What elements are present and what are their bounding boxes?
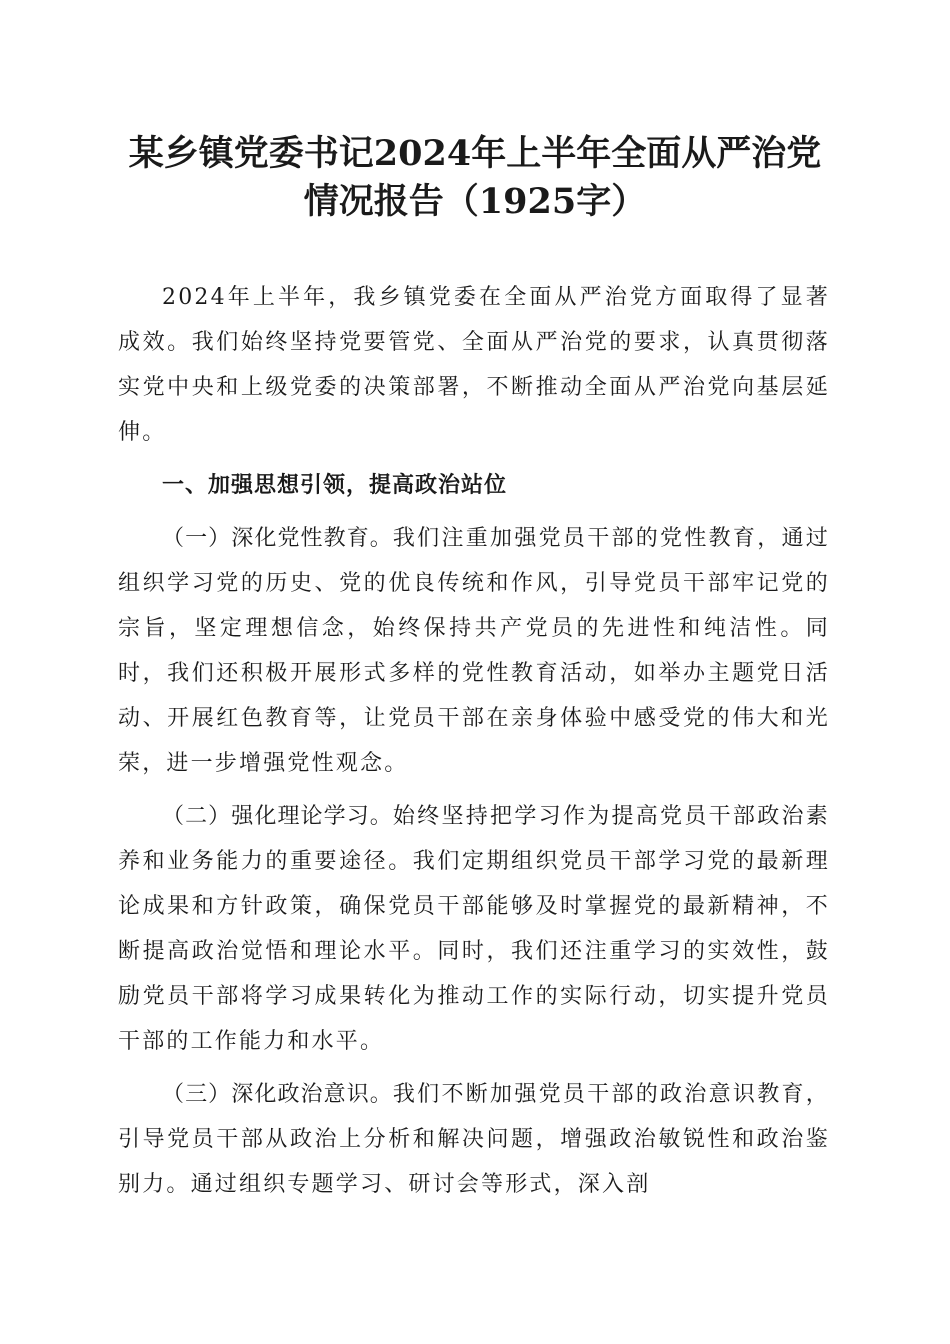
item-text-3: 我们不断加强党员干部的政治意识教育，引导党员干部从政治上分析和解决问题，增强政治敏锐性和政治鉴别力。通过组织专题学习、研讨会等形式，深入剖: [118, 1082, 830, 1197]
item-paragraph-2: [118, 794, 830, 1064]
title-line-2: 情况报告（1925字）: [303, 181, 647, 222]
item-paragraph-1: [118, 516, 830, 786]
intro-paragraph: 2024年上半年，我乡镇党委在全面从严治党方面取得了显著成效。我们始终坚持党要管党、全面从严治党的要求，认真贯彻落实党中央和上级党委的决策部署，不断推动全面从严治党向基层延伸。: [118, 285, 830, 445]
item-text-2: 始终坚持把学习作为提高党员干部政治素养和业务能力的重要途径。我们定期组织党员干部学习党的最新理论成果和方针政策，确保党员干部能够及时掌握党的最新精神，不断提高政治觉悟和理论水平。同时，我们还注重学习的实效性，鼓励党员干部将学习成果转化为推动工作的实际行动，切实提升党员干部的工作能力和水平。: [118, 804, 830, 1054]
document-title: [100, 130, 850, 226]
item-paragraph-3: [118, 1072, 830, 1207]
item-lead-3: （三）深化政治意识。: [162, 1082, 393, 1107]
section-heading: 一、加强思想引领，提高政治站位: [162, 473, 508, 498]
item-text-1: 我们注重加强党员干部的党性教育，通过组织学习党的历史、党的优良传统和作风，引导党员干部牢记党的宗旨，坚定理想信念，始终保持共产党员的先进性和纯洁性。同时，我们还积极开展形式多样的党性教育活动，如举办主题党日活动、开展红色教育等，让党员干部在亲身体验中感受党的伟大和光荣，进一步增强党性观念。: [118, 526, 830, 776]
item-lead-2: （二）强化理论学习。: [162, 804, 393, 829]
document-body: [118, 275, 830, 1215]
title-line-1: 某乡镇党委书记2024年上半年全面从严治党: [128, 133, 822, 174]
item-lead-1: （一）深化党性教育。: [162, 526, 393, 551]
